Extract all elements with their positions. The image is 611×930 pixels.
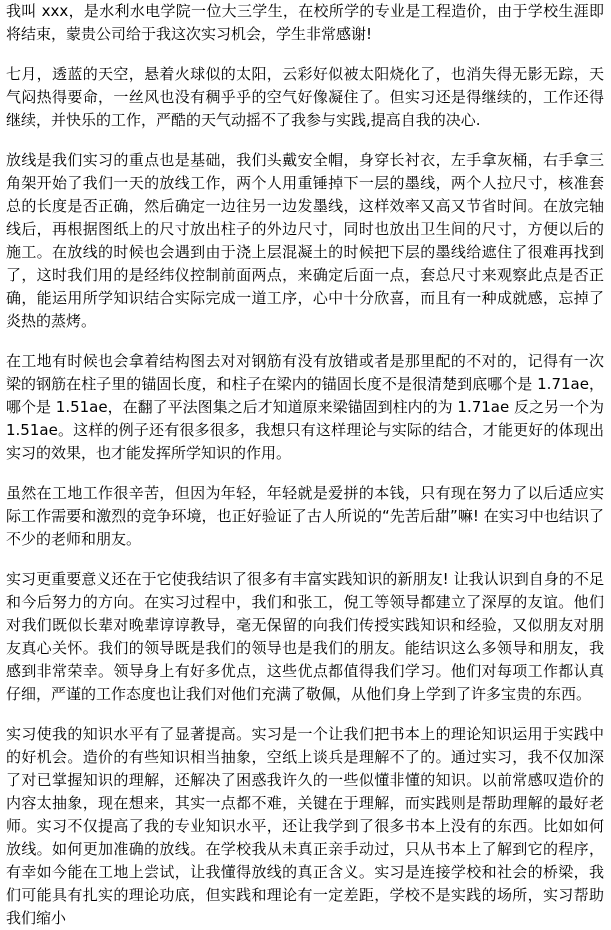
paragraph-rebar: 在工地有时候也会拿着结构图去对对钢筋有没有放错或者是那里配的不对的，记得有一次梁的钢筋在柱子里的锚固长度，和柱子在梁内的锚固长度不是很清楚到底哪个是 1.71ae，哪个是 1.51ae，在翻了平法图集之后才知道原来梁锚固到柱内的为 1.71ae 反之另一个为 1.51ae。这样的例子还有很多很多，我想只有这样理论与实际的结合，才能更好的体现出实习的效果，也才能发挥所学知识的作用。 [6,352,604,462]
paragraph-hardship: 虽然在工地工作很辛苦，但因为年轻，年轻就是爱拼的本钱，只有现在努力了以后适应实际工作需要和激烈的竞争环境，也正好验证了古人所说的“先苦后甜”嘛! 在实习中也结识了不少的老师和朋友。 [6,484,604,548]
paragraph-weather: 七月，透蓝的天空，悬着火球似的太阳，云彩好似被太阳烧化了，也消失得无影无踪，天气闷热得要命，一丝风也没有稠乎乎的空气好像凝住了。但实习还是得继续的，工作还得继续，并快乐的工作，严酷的天气动摇不了我参与实践,提高自我的决心. [6,65,604,129]
paragraph-intro: 我叫 xxx，是水利水电学院一位大三学生，在校所学的专业是工程造价，由于学校生涯即将结束，蒙贵公司给于我这次实习机会，学生非常感谢! [6,2,604,43]
paragraph-knowledge: 实习使我的知识水平有了显著提高。实习是一个让我们把书本上的理论知识运用于实践中的好机会。造价的有些知识相当抽象，空纸上谈兵是理解不了的。通过实习，我不仅加深了对已掌握知识的理解，还解决了困惑我许久的一些似懂非懂的知识。以前常感叹造价的内容太抽象，现在想来，其实一点都不难，关键在于理解，而实践则是帮助理解的最好老师。实习不仅提高了我的专业知识水平，还让我学到了很多书本上没有的东西。比如如何放线。如何更加准确的放线。在学校我从未真正亲手动过，只从书本上了解到它的程序，有幸如今能在工地上尝试，让我懂得放线的真正含义。实习是连接学校和社会的桥梁，我们可能具有扎实的理论功底，但实践和理论有一定差距，学校不是实践的场所，实习帮助我们缩小 [6,725,604,927]
document-page [6,0,604,927]
paragraph-setting-out: 放线是我们实习的重点也是基础，我们头戴安全帽，身穿长衬衣，左手拿灰桶，右手拿三角架开始了我们一天的放线工作，两个人用重锤掉下一层的墨线，两个人拉尺寸，核准套总的长度是否正确，然后确定一边往另一边发墨线，这样效率又高又节省时间。在放完轴线后，再根据图纸上的尺寸放出柱子的外边尺寸，同时也放出卫生间的尺寸，方便以后的施工。在放线的时候也会遇到由于浇上层混凝土的时候把下层的墨线给遮住了很难再找到了，这时我们用的是经纬仪控制前面两点，来确定后面一点，套总尺寸来观察此点是否正确，能运用所学知识结合实际完成一道工序，心中十分欣喜，而且有一种成就感，忘掉了炎热的蒸烤。 [6,151,604,330]
paragraph-friends: 实习更重要意义还在于它使我结识了很多有丰富实践知识的新朋友! 让我认识到自身的不足和今后努力的方向。在实习过程中，我们和张工，倪工等领导都建立了深厚的友谊。他们对我们既似长辈对晚辈谆谆教导，毫无保留的向我们传授实践知识和经验，又似朋友对朋友真心关怀。我们的领导既是我们的领导也是我们的朋友。能结识这么多领导和朋友，我感到非常荣幸。领导身上有好多优点，这些优点都值得我们学习。他们对每项工作都认真仔细，严谨的工作态度也让我们对他们充满了敬佩，从他们身上学到了许多宝贵的东西。 [6,570,604,703]
